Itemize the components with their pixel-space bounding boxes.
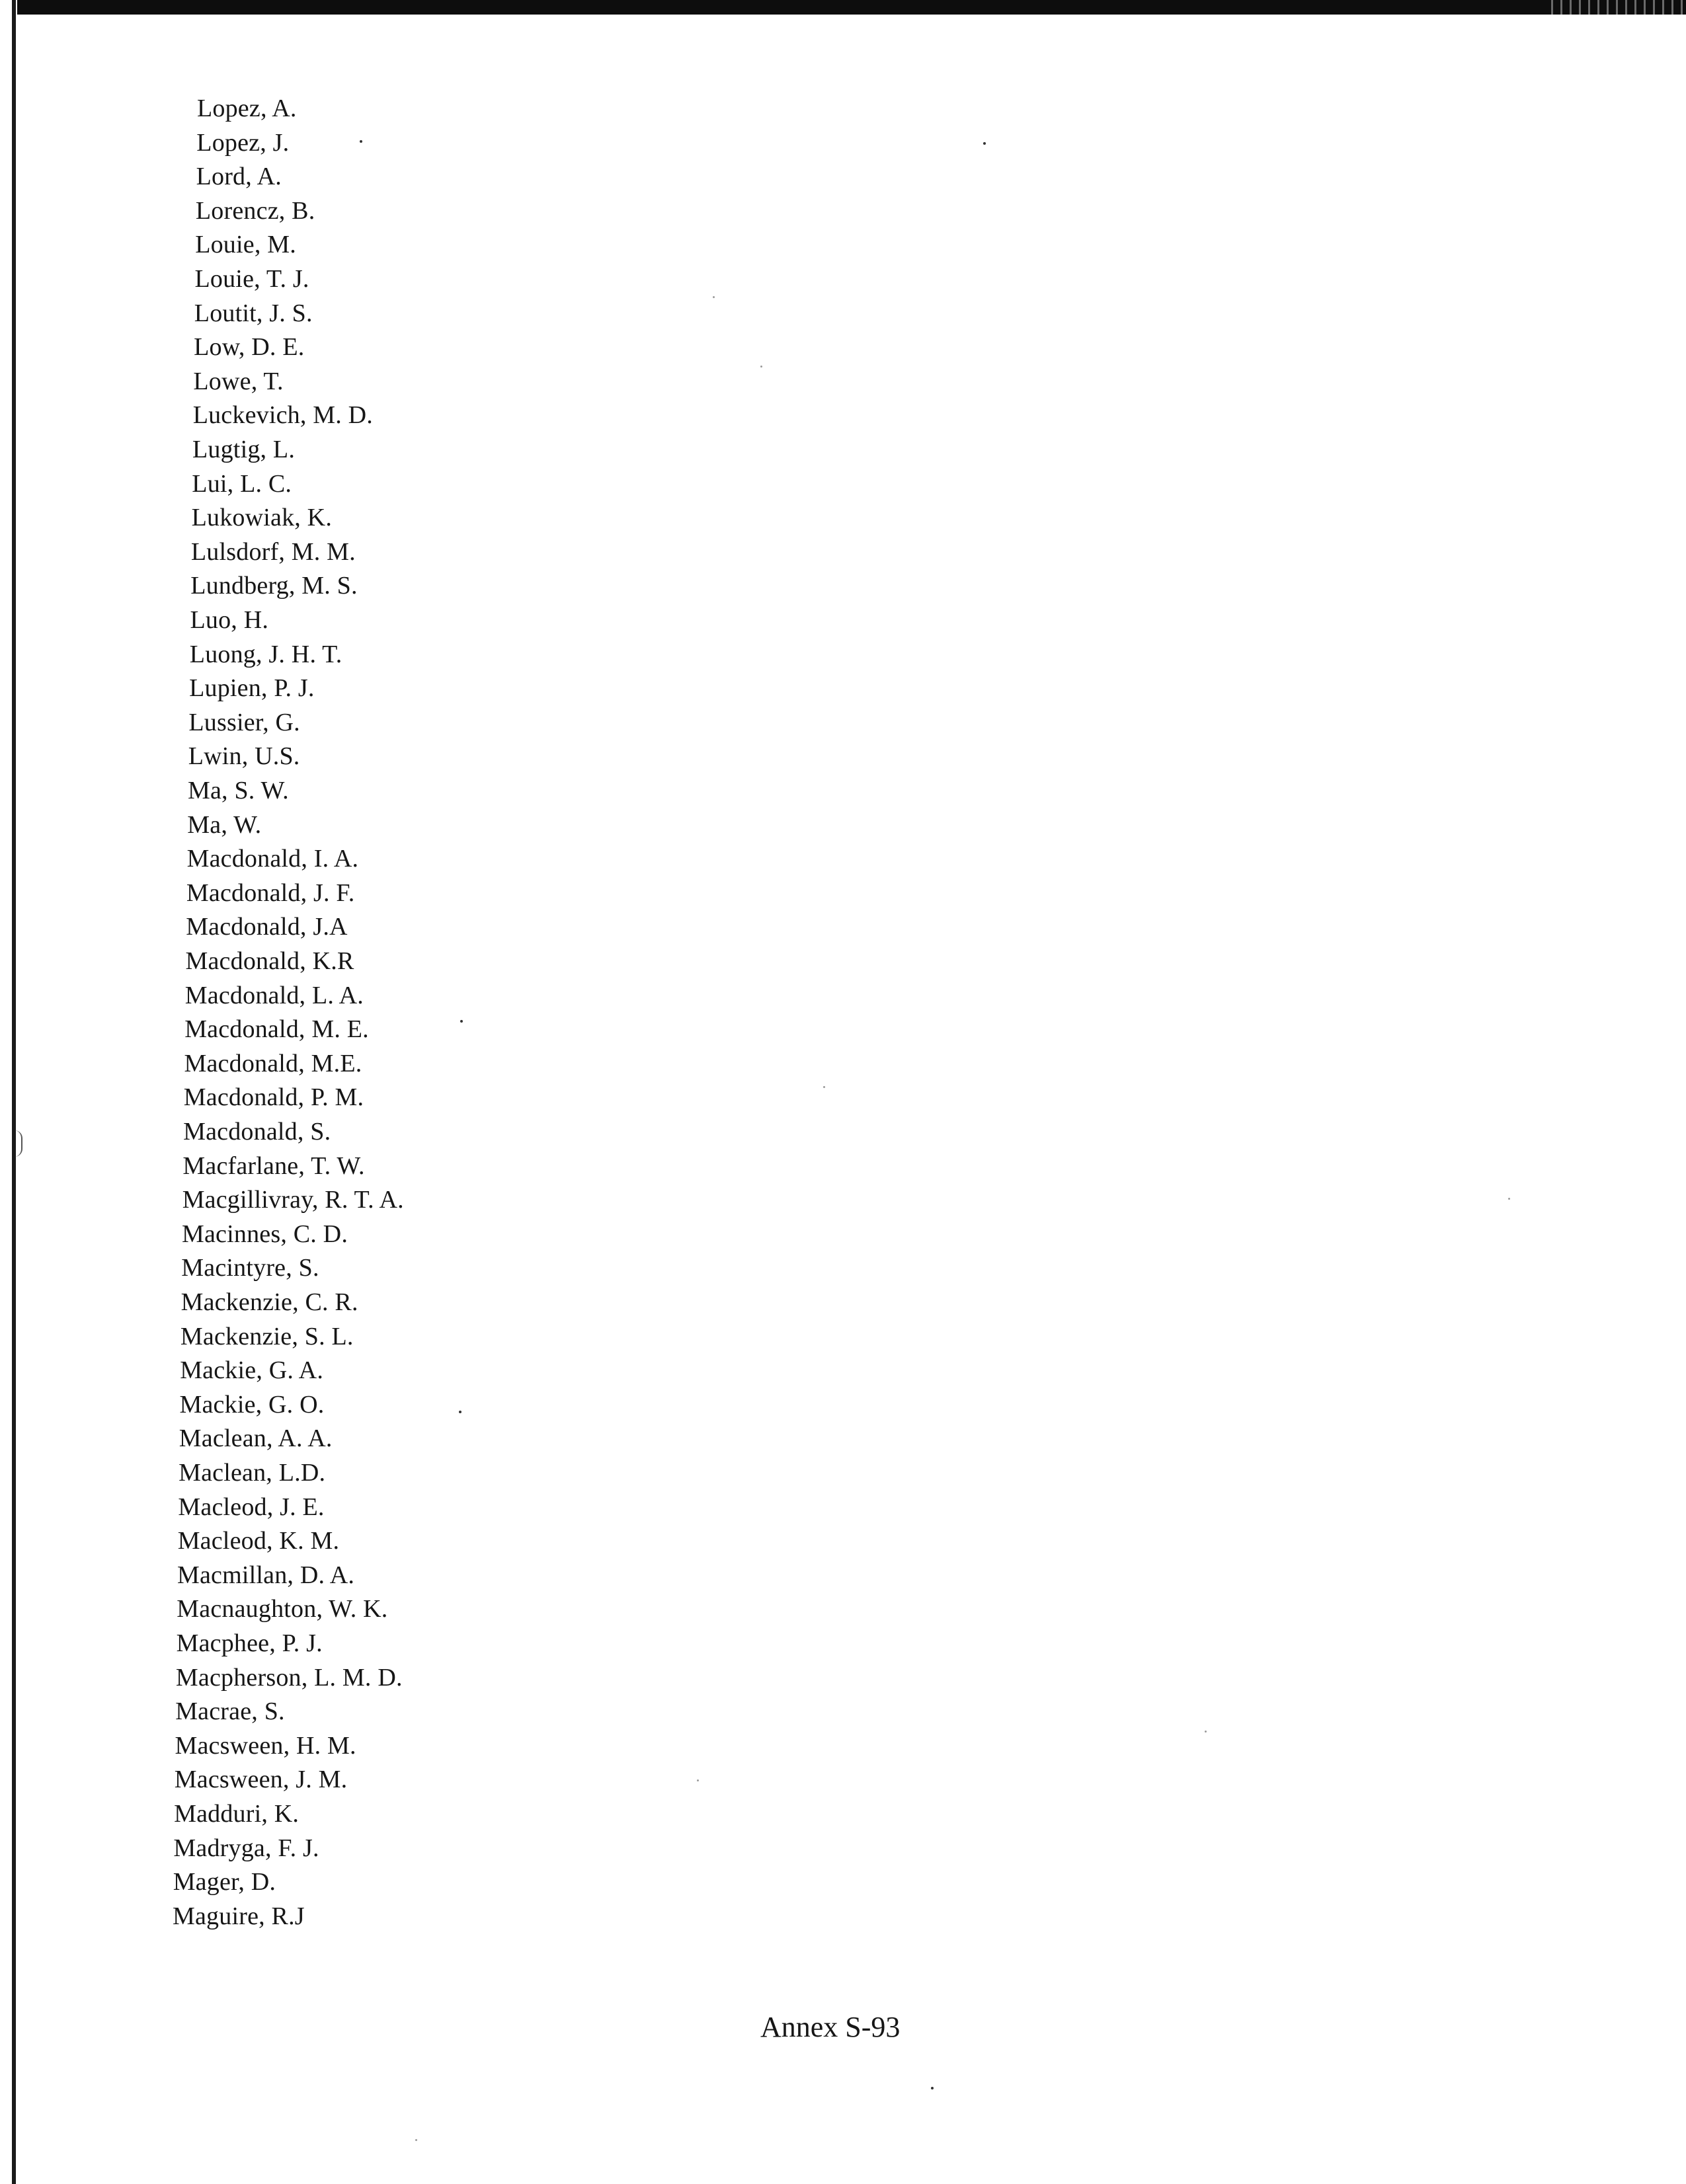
- scan-speck: [931, 2087, 934, 2089]
- name-entry: Lussier, G.: [188, 708, 300, 736]
- scan-speck: [1205, 1731, 1207, 1733]
- name-entry: Mackie, G. A.: [180, 1356, 324, 1385]
- name-entry: Mackenzie, C. R.: [181, 1288, 358, 1316]
- name-entry: Maclean, L.D.: [179, 1459, 326, 1487]
- name-entry: Luckevich, M. D.: [192, 401, 373, 430]
- name-entry: Lui, L. C.: [192, 469, 292, 498]
- binding-mark: [15, 1130, 22, 1157]
- name-entry: Loutit, J. S.: [194, 299, 313, 327]
- name-entry: Macdonald, I. A.: [186, 845, 359, 873]
- name-entry: Macdonald, J.A: [186, 913, 348, 941]
- name-entry: Macpherson, L. M. D.: [175, 1663, 403, 1692]
- scan-left-border: [0, 0, 17, 2184]
- scan-top-border: [0, 0, 1686, 15]
- name-entry: Macdonald, M.E.: [184, 1049, 362, 1077]
- name-entry: Madryga, F. J.: [173, 1834, 319, 1862]
- scan-speck: [460, 1020, 463, 1023]
- name-entry: Low, D. E.: [194, 333, 305, 362]
- scan-speck: [983, 142, 986, 145]
- name-entry: Lulsdorf, M. M.: [190, 537, 356, 566]
- name-entry: Lugtig, L.: [192, 436, 296, 463]
- name-entry: Lopez, J.: [196, 128, 290, 157]
- name-entry: Lwin, U.S.: [188, 742, 300, 771]
- page-footer: Annex S-93: [760, 2011, 901, 2043]
- name-entry: Macfarlane, T. W.: [182, 1151, 365, 1180]
- name-entry: Maguire, R.J: [173, 1902, 305, 1930]
- name-entry: Mager, D.: [173, 1868, 276, 1896]
- scan-corner-noise: [1547, 0, 1686, 15]
- name-entry: Lord, A.: [196, 163, 282, 191]
- name-entry: Macinnes, C. D.: [182, 1220, 348, 1248]
- scan-speck: [415, 2139, 417, 2141]
- name-entry: Macdonald, J. F.: [186, 878, 355, 907]
- name-entry: Macleod, K. M.: [177, 1527, 340, 1555]
- name-entry: Louie, M.: [195, 231, 296, 259]
- name-entry: Luo, H.: [190, 606, 269, 634]
- name-entry: Macleod, J. E.: [178, 1493, 325, 1521]
- name-entry: Maclean, A. A.: [179, 1424, 333, 1453]
- name-entry: Macdonald, L. A.: [184, 981, 364, 1009]
- scan-speck: [760, 366, 762, 368]
- name-entry: Macdonald, P. M.: [183, 1083, 364, 1112]
- name-entry: Macmillan, D. A.: [177, 1561, 355, 1589]
- name-entry: Macgillivray, R. T. A.: [182, 1186, 404, 1214]
- name-entry: Mackie, G. O.: [179, 1390, 325, 1419]
- name-entry: Macintyre, S.: [181, 1254, 319, 1282]
- name-entry: Macrae, S.: [175, 1697, 285, 1726]
- name-entry: Lorencz, B.: [195, 196, 315, 225]
- name-entry: Macdonald, M. E.: [184, 1015, 369, 1044]
- scan-speck: [713, 296, 715, 298]
- name-entry: Macnaughton, W. K.: [177, 1595, 388, 1623]
- name-entry: Macdonald, K.R: [185, 947, 354, 975]
- name-entry: Lupien, P. J.: [189, 674, 315, 703]
- name-entry: Macdonald, S.: [183, 1118, 331, 1146]
- name-entry: Lowe, T.: [193, 367, 284, 395]
- name-entry: Ma, S. W.: [188, 777, 289, 804]
- scan-speck: [823, 1086, 825, 1088]
- name-entry: Macsween, H. M.: [175, 1731, 356, 1760]
- name-entry: Ma, W.: [187, 810, 262, 839]
- name-entry: Mackenzie, S. L.: [180, 1322, 354, 1350]
- name-entry: Lopez, A.: [197, 95, 297, 122]
- name-entry: Luong, J. H. T.: [189, 640, 342, 668]
- name-entry: Macphee, P. J.: [176, 1629, 323, 1657]
- scan-speck: [360, 140, 362, 143]
- scan-speck: [697, 1779, 699, 1781]
- scan-speck: [1508, 1198, 1510, 1200]
- name-entry: Lukowiak, K.: [191, 504, 333, 532]
- scan-speck: [459, 1411, 462, 1413]
- name-entry: Madduri, K.: [174, 1800, 300, 1828]
- name-entry: Macsween, J. M.: [174, 1766, 348, 1794]
- name-entry: Lundberg, M. S.: [190, 572, 358, 600]
- name-entry: Louie, T. J.: [194, 265, 309, 293]
